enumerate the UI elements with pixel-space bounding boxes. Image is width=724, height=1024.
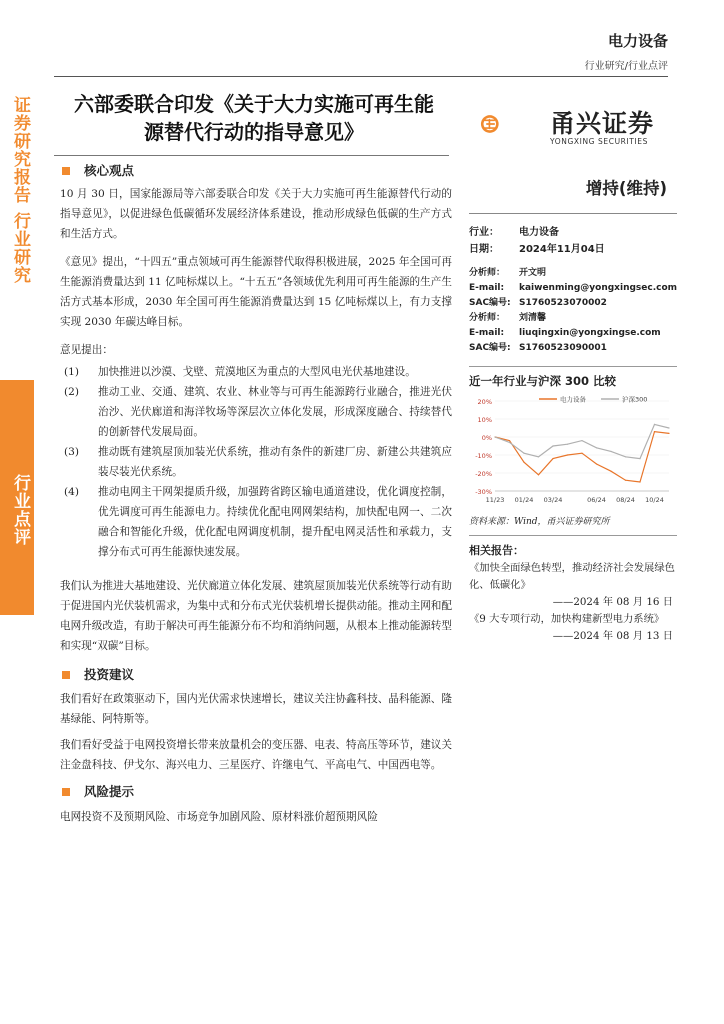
- x-tick-label: 11/23: [485, 496, 505, 504]
- analyst-row: SAC编号: S1760523070002: [469, 298, 607, 308]
- logo-mark-icon: [478, 98, 548, 150]
- data-point: [639, 481, 640, 482]
- list-intro: 意见提出：: [60, 344, 113, 356]
- side-label-type: 行业点评: [10, 474, 30, 546]
- data-point: [523, 453, 524, 454]
- page-title: [54, 90, 454, 146]
- rating-divider: [469, 213, 677, 214]
- chart-svg: [469, 393, 677, 508]
- side-label-report: 证券研究报告: [10, 96, 30, 204]
- analyst-list: [469, 266, 677, 356]
- data-point: [567, 444, 568, 445]
- section-heading: 投资建议: [84, 667, 135, 682]
- legend-label: 电力设备: [560, 395, 586, 404]
- data-point: [509, 440, 510, 441]
- list-item: (3) 推动既有建筑屋顶加装光伏系统，推动有条件的新建厂房、新建公共建筑应装尽装光伏系统。: [64, 446, 452, 478]
- related-report-link[interactable]: 《加快全面绿色转型，推动经济社会发展绿色化、低碳化》: [469, 562, 675, 591]
- header-sector: 电力设备: [607, 32, 668, 50]
- logo-subtitle: YONGXING SECURITIES: [550, 137, 648, 146]
- x-tick-label: 01/24: [514, 496, 534, 504]
- header: [585, 30, 668, 72]
- meta-industry: 行业： 电力设备: [469, 227, 559, 238]
- header-divider: [54, 76, 668, 77]
- y-tick-label: -10%: [475, 452, 492, 460]
- data-point: [494, 436, 495, 437]
- analyst-row: SAC编号: S1760523090001: [469, 343, 607, 353]
- data-point: [610, 451, 611, 452]
- y-tick-label: -30%: [475, 488, 492, 496]
- analyst-row: E-mail: kaiwenming@yongxingsec.com: [469, 283, 678, 293]
- paragraph: 我们认为推进大基地建设、光伏廊道立体化发展、建筑屋顶加装光伏系统等行动有助于促进国内光伏装机需求，为集中式和分布式光伏装机增长提供动能。推动主网和配电网升级改造，有助于解决可再生能源分布不均和消纳问题，从根本上推动能源转型和实现“双碳”目标。: [60, 580, 452, 652]
- analyst-row: E-mail: liuqingxin@yongxingse.com: [469, 328, 661, 338]
- y-tick-label: -20%: [475, 470, 492, 478]
- paragraph: 我们看好受益于电网投资增长带来放量机会的变压器、电表、特高压等环节，建议关注金盘科技、伊戈尔、海兴电力、三星医疗、许继电气、平高电气、中国西电等。: [60, 739, 452, 771]
- comparison-chart: [469, 393, 677, 508]
- analyst-row: 分析师： 开文明: [469, 268, 547, 278]
- list-item: (2) 推动工业、交通、建筑、农业、林业等与可再生能源跨行业融合，推进光伏治沙、光伏廊道和海洋牧场等深层次立体化发展，形成深度融合、持续替代的创新替代发展局面。: [64, 386, 452, 438]
- data-point: [654, 431, 655, 432]
- rating: 增持(维持): [585, 179, 667, 198]
- paragraph: 10 月 30 日，国家能源局等六部委联合印发《关于大力实施可再生能源替代行动的指导意见》，以促进绿色低碳循环发展经济体系建设，推动形成绿色低碳的生产方式和生活方式。: [60, 188, 452, 240]
- related-heading: 相关报告：: [469, 544, 524, 557]
- chart-title: 近一年行业与沪深 300 比较: [469, 374, 617, 388]
- data-point: [552, 458, 553, 459]
- y-tick-label: 20%: [477, 398, 492, 406]
- data-point: [581, 440, 582, 441]
- sidebar: [469, 160, 677, 645]
- section-heading: 风险提示: [84, 784, 135, 799]
- title-divider: [54, 155, 449, 156]
- data-point: [538, 456, 539, 457]
- side-label-research: 行业研究: [10, 212, 30, 284]
- paragraph: 我们看好在政策驱动下，国内光伏需求快速增长，建议关注协鑫科技、晶科能源、隆基绿能、阿特斯等。: [60, 693, 452, 725]
- meta-date: 日期： 2024年11月04日: [469, 244, 605, 255]
- data-point: [654, 424, 655, 425]
- data-point: [668, 433, 669, 434]
- data-point: [639, 458, 640, 459]
- square-bullet-icon: [62, 167, 70, 175]
- x-tick-label: 10/24: [645, 496, 664, 504]
- square-bullet-icon: [62, 671, 70, 679]
- y-tick-label: 10%: [477, 416, 492, 424]
- list-item: (4) 推动电网主干网架提质升级，加强跨省跨区输电通道建设，优化调度控制，优先调度可再生能源电力。持续优化配电网网架结构，加快配电网一、二次融合和智能化升级，优化配电网调度机制，提升配电网灵活性和承载力，支撑分布式可再生能源快速发展。: [64, 486, 452, 558]
- data-point: [625, 480, 626, 481]
- series-line: [495, 432, 669, 482]
- x-tick-label: 06/24: [587, 496, 606, 504]
- list-item: (1) 加快推进以沙漠、戈壁、荒漠地区为重点的大型风电光伏基地建设。: [64, 366, 416, 378]
- main-content: [60, 160, 452, 827]
- legend-label: 沪深300: [622, 395, 648, 404]
- y-tick-label: 0%: [481, 434, 492, 442]
- data-point: [567, 454, 568, 455]
- section-heading: 核心观点: [84, 163, 135, 178]
- data-point: [581, 453, 582, 454]
- chart-source: 资料来源：Wind，甬兴证券研究所: [469, 517, 610, 527]
- related-reports: [469, 560, 677, 645]
- related-report-date: ——2024 年 08 月 16 日: [552, 596, 673, 608]
- header-subtitle: 行业研究/行业点评: [584, 61, 668, 72]
- x-tick-label: 08/24: [616, 496, 635, 504]
- logo-name: 甬兴证券: [550, 109, 655, 138]
- data-point: [509, 442, 510, 443]
- data-point: [596, 463, 597, 464]
- analyst-row: 分析师： 刘清馨: [469, 313, 547, 323]
- data-point: [523, 462, 524, 463]
- title-line-1: 六部委联合印发《关于大力实施可再生能: [74, 92, 434, 116]
- data-point: [552, 445, 553, 446]
- opinion-list: [60, 362, 452, 562]
- square-bullet-icon: [62, 788, 70, 796]
- data-point: [538, 474, 539, 475]
- data-point: [596, 447, 597, 448]
- related-report-link[interactable]: 《9 大专项行动，加快构建新型电力系统》: [469, 613, 665, 625]
- data-point: [668, 427, 669, 428]
- data-point: [610, 471, 611, 472]
- data-point: [625, 456, 626, 457]
- x-tick-label: 03/24: [543, 496, 563, 504]
- paragraph: 电网投资不及预期风险、市场竞争加剧风险、原材料涨价超预期风险: [60, 811, 378, 823]
- title-line-2: 源替代行动的指导意见》: [144, 120, 364, 144]
- section-risk: [60, 781, 452, 803]
- related-report-date: ——2024 年 08 月 13 日: [552, 630, 673, 642]
- side-band: [0, 0, 34, 1024]
- section-invest: [60, 664, 452, 686]
- paragraph: 《意见》提出，“十四五”重点领域可再生能源替代取得积极进展，2025 年全国可再生能源消费量达到 11 亿吨标煤以上。“十五五”各领域优先利用可再生能源的生产生活方式基本形成，2030 年全国可再生能源消费量达到 15 亿吨标煤以上，有力支撑实现 2030 年碳达峰目标。: [60, 256, 452, 328]
- section-core: [60, 160, 452, 182]
